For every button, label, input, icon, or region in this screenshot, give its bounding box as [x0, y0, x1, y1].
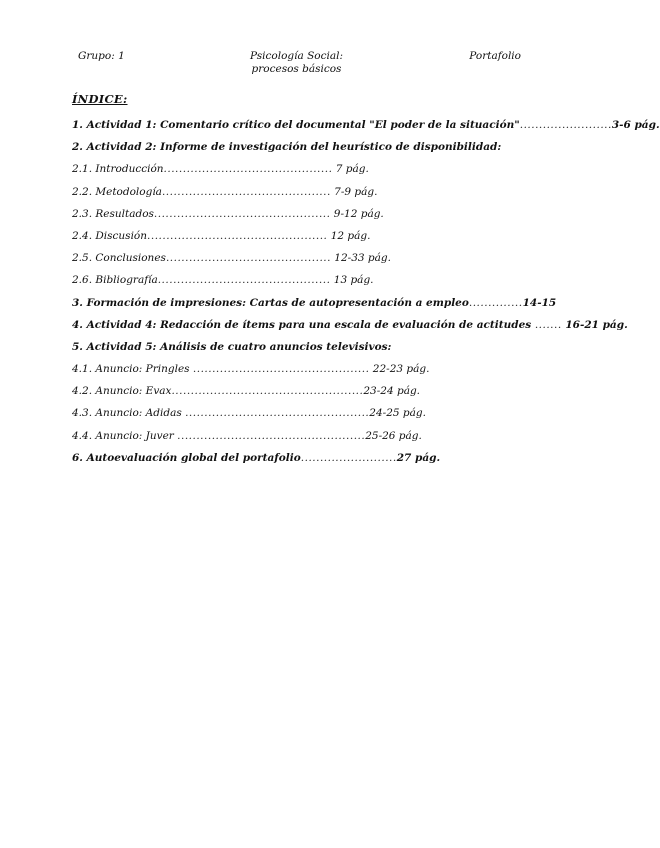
- toc-entry: [72, 208, 521, 221]
- toc-entry-page: 24-25 pág.: [369, 407, 426, 420]
- toc-entry-page: 27 pág.: [396, 451, 441, 464]
- toc-entry-page: 9-12 pág.: [330, 207, 384, 220]
- toc-entry-label: 6. Autoevaluación global del portafolio: [72, 451, 301, 464]
- toc-entry-leader: .................................................: [177, 429, 366, 442]
- toc-entry: [72, 296, 557, 310]
- toc-entry-label: 2.6. Bibliografía: [72, 274, 158, 287]
- toc-entry: [72, 230, 521, 243]
- toc-entry-page: 16-21 pág.: [561, 318, 628, 331]
- header-portfolio: Portafolio: [469, 50, 521, 62]
- toc-entry: [72, 141, 521, 154]
- toc-entry-page: 23-24 pág.: [363, 385, 421, 398]
- toc-entry-label: 3. Formación de impresiones: Cartas de autopresentación a empleo: [72, 296, 469, 309]
- toc-entry: [72, 452, 521, 465]
- toc-entry-page: 12-33 pág.: [330, 252, 391, 265]
- toc-entry: [72, 274, 521, 287]
- toc-entry-leader: ........................: [519, 119, 612, 131]
- toc-entry-leader: ...........................................: [165, 252, 331, 265]
- toc-entry: [72, 318, 628, 332]
- toc-entry: [72, 385, 521, 398]
- toc-entry-label: 1. Actividad 1: Comentario crítico del documental "El poder de la situación": [72, 119, 520, 131]
- toc-entry-leader: ...............................................: [147, 229, 328, 242]
- header-group: Grupo: 1: [78, 50, 125, 62]
- toc-entry-page: 13 pág.: [330, 274, 374, 287]
- toc-entry-page: 7 pág.: [332, 163, 369, 176]
- toc-entry-label: 4.3. Anuncio: Adidas: [72, 407, 186, 420]
- toc-entry: [72, 341, 521, 354]
- toc-entry: [72, 163, 521, 176]
- toc-title: ÍNDICE:: [72, 92, 128, 106]
- toc-entry-leader: .........................: [300, 451, 397, 464]
- toc-entry-label: 2.5. Conclusiones: [72, 252, 166, 265]
- toc-entry-leader: ..............................................: [153, 207, 331, 220]
- toc-entry-label: 2.2. Metodología: [72, 185, 162, 198]
- toc-entry-page: 25-26 pág.: [365, 429, 422, 442]
- header-course: [192, 50, 401, 76]
- toc-entry-label: 2.1. Introducción: [72, 163, 164, 176]
- toc-entry-leader: ..............................................: [192, 363, 370, 376]
- header-course-line1: Psicología Social:: [250, 50, 343, 62]
- toc-list: [72, 119, 660, 465]
- toc-entry: [72, 363, 521, 376]
- toc-entry-label: 4.2. Anuncio: Evax: [72, 385, 172, 398]
- toc-entry-page: 12 pág.: [327, 229, 371, 242]
- toc-entry-label: 2.3. Resultados: [72, 207, 154, 220]
- toc-entry: [72, 186, 521, 199]
- toc-entry: [72, 252, 521, 265]
- toc-entry: [72, 119, 660, 132]
- toc-entry-label: 2.4. Discusión: [72, 229, 148, 242]
- toc-entry-leader: ............................................: [163, 163, 333, 176]
- toc-entry-label: 4.1. Anuncio: Pringles: [72, 363, 193, 376]
- toc-entry-label: 4. Actividad 4: Redacción de ítems para una escala de evaluación de actitudes: [72, 318, 535, 331]
- toc-entry: [72, 407, 521, 420]
- toc-entry-leader: .......: [534, 318, 562, 331]
- toc-entry-leader: ..............: [468, 296, 523, 309]
- toc-entry-label: 4.4. Anuncio: Juver: [72, 429, 178, 442]
- toc-entry-label: 5. Actividad 5: Análisis de cuatro anuncios televisivos:: [72, 340, 392, 353]
- toc-entry-page: 3-6 pág.: [611, 119, 660, 131]
- toc-entry-leader: ................................................: [185, 407, 370, 420]
- toc-entry-leader: .............................................: [157, 274, 331, 287]
- toc-entry-page: 22-23 pág.: [369, 363, 430, 376]
- toc-entry: [72, 430, 521, 443]
- toc-entry-leader: ..................................................: [171, 385, 364, 398]
- toc-entry-page: 7-9 pág.: [330, 185, 378, 198]
- toc-entry-page: 14-15: [522, 296, 557, 309]
- toc-entry-label: 2. Actividad 2: Informe de investigación del heurístico de disponibilidad:: [72, 141, 502, 154]
- document-header: [72, 50, 521, 76]
- toc-entry-leader: ............................................: [161, 185, 331, 198]
- header-course-line2: procesos básicos: [251, 63, 342, 75]
